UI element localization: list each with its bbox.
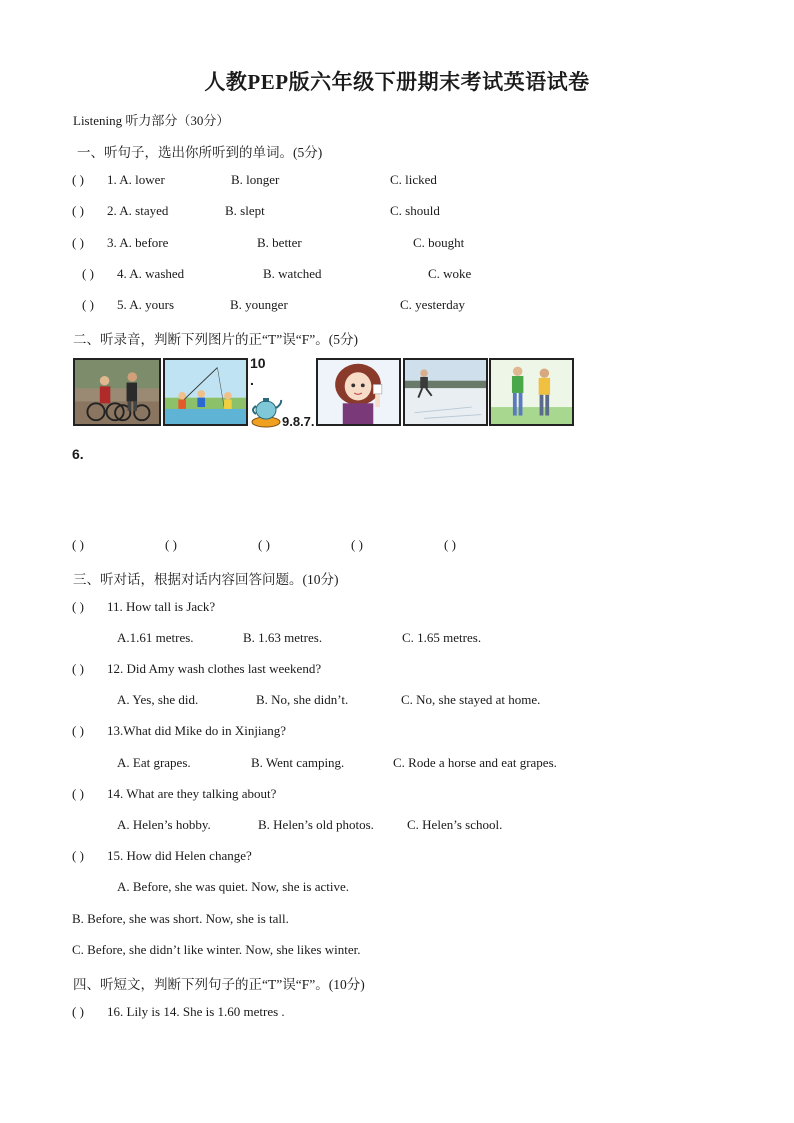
listening-header: Listening 听力部分（30分） (73, 113, 230, 128)
label-10: 10 (250, 355, 266, 371)
option-a: 2. A. stayed (107, 203, 169, 218)
question-text: 13.What did Mike do in Xinjiang? (107, 723, 287, 738)
cyclists-picture (73, 358, 161, 426)
option-c: C. 1.65 metres. (402, 630, 482, 645)
question-text: 12. Did Amy wash clothes last weekend? (107, 661, 322, 676)
section4-heading: 四、听短文，判断下列句子的正“T”误“F”。(10分) (73, 977, 365, 992)
picture-answer-bracket[interactable]: ( ) (444, 537, 456, 552)
option-c: C. bought (413, 235, 465, 250)
option-b: B. slept (225, 203, 265, 218)
picture-answer-bracket[interactable]: ( ) (258, 537, 270, 552)
answer-bracket[interactable]: ( ) (72, 661, 84, 676)
picture-answer-bracket[interactable]: ( ) (72, 537, 84, 552)
option-c: C. Helen’s school. (407, 817, 503, 832)
option-c: C. Before, she didn’t like winter. Now, she likes winter. (72, 942, 361, 957)
option-a: 1. A. lower (107, 172, 165, 187)
option-b: B. Before, she was short. Now, she is tall. (72, 911, 289, 926)
picture-answer-bracket[interactable]: ( ) (165, 537, 177, 552)
option-b: B. 1.63 metres. (243, 630, 323, 645)
option-a: 4. A. washed (117, 266, 185, 281)
answer-bracket[interactable]: ( ) (82, 266, 94, 281)
answer-bracket[interactable]: ( ) (72, 848, 84, 863)
answer-bracket[interactable]: ( ) (82, 297, 94, 312)
question-text: 14. What are they talking about? (107, 786, 277, 801)
option-b: B. longer (231, 172, 280, 187)
answer-bracket[interactable]: ( ) (72, 235, 84, 250)
option-c: C. woke (428, 266, 472, 281)
option-a: 3. A. before (107, 235, 169, 250)
option-b: B. younger (230, 297, 288, 312)
section1-heading: 一、听句子，选出你所听到的单词。(5分) (77, 145, 323, 160)
label-987: 9.8.7. (282, 414, 315, 429)
option-b: B. better (257, 235, 302, 250)
question-text: 15. How did Helen change? (107, 848, 252, 863)
section2-heading: 二、听录音，判断下列图片的正“T”误“F”。(5分) (73, 332, 358, 347)
teapot-picture (249, 392, 283, 428)
option-c: C. licked (390, 172, 437, 187)
answer-bracket[interactable]: ( ) (72, 1004, 84, 1019)
option-c: C. should (390, 203, 440, 218)
question-text: 16. Lily is 14. She is 1.60 metres . (107, 1004, 285, 1019)
label-6: 6. (72, 446, 84, 462)
option-a: A. Yes, she did. (117, 692, 199, 707)
answer-bracket[interactable]: ( ) (72, 203, 84, 218)
answer-bracket[interactable]: ( ) (72, 172, 84, 187)
label-dot: . (250, 372, 254, 388)
option-b: B. watched (263, 266, 322, 281)
option-a: A.1.61 metres. (117, 630, 194, 645)
picture-answer-bracket[interactable]: ( ) (351, 537, 363, 552)
option-c: C. Rode a horse and eat grapes. (393, 755, 557, 770)
option-a: 5. A. yours (117, 297, 175, 312)
option-c: C. yesterday (400, 297, 465, 312)
option-b: B. No, she didn’t. (256, 692, 349, 707)
option-c: C. No, she stayed at home. (401, 692, 541, 707)
page-title: 人教PEP版六年级下册期末考试英语试卷 (204, 70, 590, 94)
girl-picture (316, 358, 401, 426)
option-a: A. Eat grapes. (117, 755, 191, 770)
boys-picture (489, 358, 574, 426)
answer-bracket[interactable]: ( ) (72, 786, 84, 801)
skating-picture (403, 358, 488, 426)
option-a: A. Helen’s hobby. (117, 817, 211, 832)
section3-heading: 三、听对话，根据对话内容回答问题。(10分) (73, 572, 339, 587)
answer-bracket[interactable]: ( ) (72, 599, 84, 614)
fishing-picture (163, 358, 248, 426)
question-text: 11. How tall is Jack? (107, 599, 216, 614)
option-b: B. Helen’s old photos. (258, 817, 374, 832)
answer-bracket[interactable]: ( ) (72, 723, 84, 738)
option-b: B. Went camping. (251, 755, 345, 770)
option-a: A. Before, she was quiet. Now, she is active. (117, 879, 350, 894)
